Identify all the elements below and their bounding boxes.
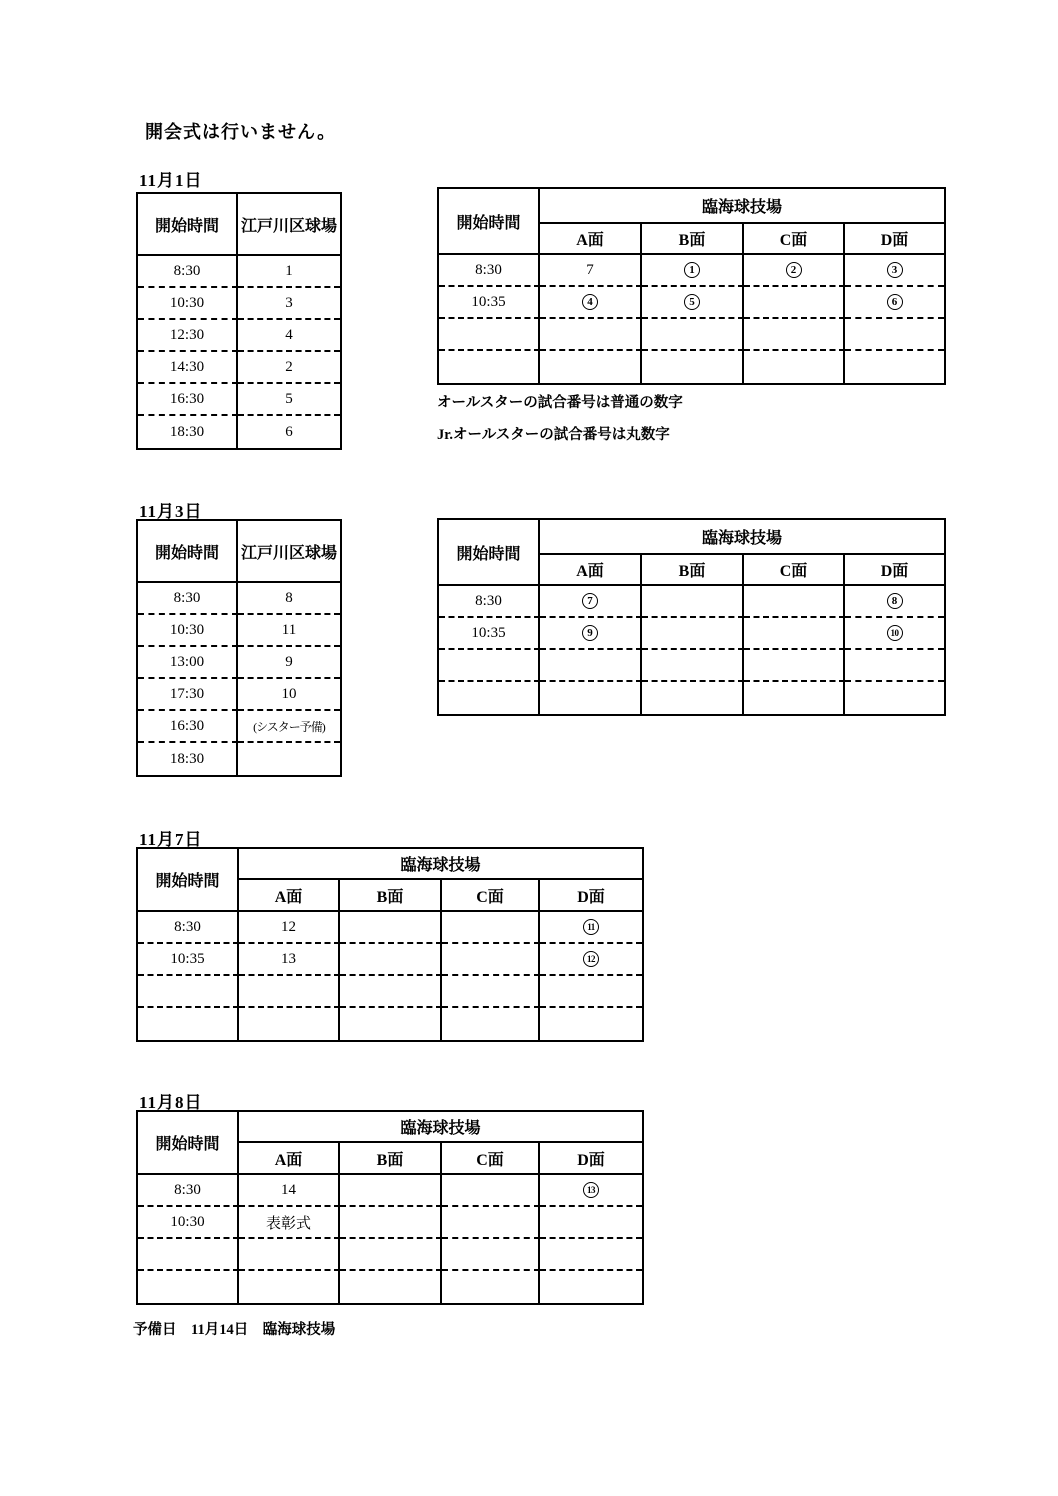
circled-number: 9 xyxy=(582,625,598,641)
game-cell: 8 xyxy=(238,583,340,615)
game-cell xyxy=(442,1207,540,1239)
game-cell xyxy=(340,944,442,976)
court-a-header: A面 xyxy=(540,555,642,586)
game-cell xyxy=(540,319,642,351)
time-cell xyxy=(439,319,540,351)
table-row xyxy=(138,1271,642,1303)
rinkai-table-nov7 xyxy=(136,847,644,1042)
game-cell xyxy=(540,650,642,682)
time-cell: 8:30 xyxy=(138,912,239,944)
table-row xyxy=(439,287,944,319)
court-c-header: C面 xyxy=(744,224,845,255)
edogawa-table-nov1 xyxy=(136,192,342,450)
game-cell: 1 xyxy=(238,256,340,288)
time-cell: 18:30 xyxy=(138,416,238,448)
circled-number: 6 xyxy=(887,294,903,310)
game-cell: 3 xyxy=(238,288,340,320)
table-row xyxy=(138,912,642,944)
header-row xyxy=(138,194,340,256)
game-cell xyxy=(540,1271,642,1303)
game-cell xyxy=(845,351,944,383)
game-cell xyxy=(540,1008,642,1040)
table-row xyxy=(439,650,944,682)
table-row xyxy=(138,256,340,288)
game-cell xyxy=(642,586,744,618)
table-row xyxy=(138,711,340,743)
time-cell: 8:30 xyxy=(138,256,238,288)
court-b-header: B面 xyxy=(340,880,442,912)
table-row xyxy=(439,586,944,618)
game-cell xyxy=(540,944,642,976)
game-cell xyxy=(540,287,642,319)
time-cell: 16:30 xyxy=(138,711,238,743)
game-cell xyxy=(239,976,340,1008)
date-heading-nov1: 11月1日 xyxy=(139,171,203,190)
game-cell xyxy=(744,319,845,351)
game-cell: 5 xyxy=(238,384,340,416)
court-d-header: D面 xyxy=(540,1143,642,1175)
table-row xyxy=(439,255,944,287)
rinkai-stadium-header: 臨海球技場 xyxy=(540,520,944,555)
time-cell xyxy=(138,1271,239,1303)
circled-number: 3 xyxy=(887,262,903,278)
game-cell xyxy=(642,682,744,714)
game-cell: 13 xyxy=(239,944,340,976)
court-d-header: D面 xyxy=(845,555,944,586)
table-row xyxy=(138,416,340,448)
game-cell xyxy=(340,1008,442,1040)
all-star-note: オールスターの試合番号は普通の数字 xyxy=(437,395,683,411)
table-row xyxy=(138,1008,642,1040)
header-row xyxy=(138,1112,642,1143)
game-cell xyxy=(540,1175,642,1207)
game-cell xyxy=(540,976,642,1008)
start-time-header: 開始時間 xyxy=(439,520,540,586)
time-cell: 13:00 xyxy=(138,647,238,679)
game-cell xyxy=(540,1239,642,1271)
table-row xyxy=(138,647,340,679)
court-d-header: D面 xyxy=(540,880,642,912)
game-cell xyxy=(744,586,845,618)
table-row xyxy=(138,288,340,320)
game-cell xyxy=(540,351,642,383)
game-cell xyxy=(540,1207,642,1239)
rinkai-stadium-header: 臨海球技場 xyxy=(540,189,944,224)
court-c-header: C面 xyxy=(744,555,845,586)
time-cell xyxy=(439,351,540,383)
game-cell xyxy=(845,319,944,351)
time-cell: 10:30 xyxy=(138,1207,239,1239)
edogawa-table-nov3 xyxy=(136,519,342,777)
table-row xyxy=(138,583,340,615)
game-cell xyxy=(744,682,845,714)
time-cell: 10:35 xyxy=(138,944,239,976)
time-cell: 8:30 xyxy=(439,586,540,618)
game-cell xyxy=(540,912,642,944)
rinkai-table-nov3 xyxy=(437,518,946,716)
game-cell: (シスター予備) xyxy=(238,711,340,743)
game-cell xyxy=(442,912,540,944)
time-cell: 8:30 xyxy=(439,255,540,287)
game-cell xyxy=(340,1175,442,1207)
game-cell xyxy=(845,255,944,287)
table-row xyxy=(138,320,340,352)
rinkai-stadium-header: 臨海球技場 xyxy=(239,1112,642,1143)
table-row xyxy=(138,1175,642,1207)
time-cell: 10:35 xyxy=(439,287,540,319)
time-cell: 14:30 xyxy=(138,352,238,384)
game-cell: 10 xyxy=(238,679,340,711)
game-cell: 9 xyxy=(238,647,340,679)
game-cell xyxy=(845,650,944,682)
table-row xyxy=(439,618,944,650)
court-b-header: B面 xyxy=(340,1143,442,1175)
circled-number: 2 xyxy=(786,262,802,278)
table-row xyxy=(138,352,340,384)
game-cell: 14 xyxy=(239,1175,340,1207)
court-c-header: C面 xyxy=(442,1143,540,1175)
circled-number: 13 xyxy=(583,1182,599,1198)
game-cell xyxy=(340,1207,442,1239)
court-b-header: B面 xyxy=(642,555,744,586)
time-cell xyxy=(138,1239,239,1271)
court-c-header: C面 xyxy=(442,880,540,912)
game-cell: 12 xyxy=(239,912,340,944)
time-cell: 17:30 xyxy=(138,679,238,711)
time-cell: 8:30 xyxy=(138,1175,239,1207)
game-cell xyxy=(744,255,845,287)
start-time-header: 開始時間 xyxy=(138,194,238,256)
game-cell xyxy=(642,319,744,351)
circled-number: 12 xyxy=(583,951,599,967)
game-cell xyxy=(744,351,845,383)
time-cell xyxy=(138,1008,239,1040)
circled-number: 8 xyxy=(887,593,903,609)
game-cell xyxy=(442,944,540,976)
date-heading-nov3: 11月3日 xyxy=(139,502,203,521)
time-cell: 10:30 xyxy=(138,615,238,647)
header-row xyxy=(439,520,944,555)
game-cell xyxy=(540,618,642,650)
game-cell: 7 xyxy=(540,255,642,287)
game-cell xyxy=(642,255,744,287)
game-cell: 2 xyxy=(238,352,340,384)
jr-all-star-note: Jr.オールスターの試合番号は丸数字 xyxy=(437,427,670,443)
table-row xyxy=(439,319,944,351)
header-row xyxy=(138,849,642,880)
game-cell: 表彰式 xyxy=(239,1207,340,1239)
header-row xyxy=(138,521,340,583)
start-time-header: 開始時間 xyxy=(138,521,238,583)
game-cell xyxy=(442,976,540,1008)
table-row xyxy=(439,351,944,383)
game-cell xyxy=(340,1239,442,1271)
time-cell: 10:35 xyxy=(439,618,540,650)
table-row xyxy=(138,615,340,647)
game-cell xyxy=(239,1271,340,1303)
game-cell xyxy=(845,287,944,319)
court-a-header: A面 xyxy=(239,880,340,912)
game-cell xyxy=(340,912,442,944)
game-cell xyxy=(845,682,944,714)
court-a-header: A面 xyxy=(239,1143,340,1175)
table-row xyxy=(138,1207,642,1239)
circled-number: 11 xyxy=(583,919,599,935)
date-heading-nov8: 11月8日 xyxy=(139,1093,203,1112)
reserve-day-note: 予備日 11月14日 臨海球技場 xyxy=(133,1322,336,1338)
circled-number: 5 xyxy=(684,294,700,310)
game-cell xyxy=(642,650,744,682)
table-row xyxy=(138,743,340,775)
table-row xyxy=(439,682,944,714)
header-row xyxy=(439,189,944,224)
rinkai-stadium-header: 臨海球技場 xyxy=(239,849,642,880)
start-time-header: 開始時間 xyxy=(138,1112,239,1175)
game-cell: 6 xyxy=(285,423,293,440)
game-cell xyxy=(642,618,744,650)
opening-ceremony-note: 開会式は行いません。 xyxy=(145,122,337,142)
game-cell xyxy=(340,1271,442,1303)
game-cell xyxy=(744,650,845,682)
game-cell xyxy=(845,586,944,618)
game-cell xyxy=(239,1239,340,1271)
time-cell: 8:30 xyxy=(138,583,238,615)
edogawa-stadium-header: 江戸川区球場 xyxy=(238,521,340,583)
circled-number: 10 xyxy=(887,625,903,641)
time-cell: 12:30 xyxy=(138,320,238,352)
game-cell xyxy=(744,618,845,650)
court-a-header: A面 xyxy=(540,224,642,255)
game-cell xyxy=(744,287,845,319)
table-row xyxy=(138,384,340,416)
circled-number: 7 xyxy=(582,593,598,609)
game-cell xyxy=(442,1271,540,1303)
game-cell xyxy=(642,351,744,383)
time-cell xyxy=(439,682,540,714)
time-cell: 18:30 xyxy=(138,743,238,775)
circled-number: 4 xyxy=(582,294,598,310)
time-cell: 16:30 xyxy=(138,384,238,416)
game-cell xyxy=(340,976,442,1008)
table-row xyxy=(138,679,340,711)
time-cell xyxy=(439,650,540,682)
start-time-header: 開始時間 xyxy=(138,849,239,912)
game-cell: 11 xyxy=(238,615,340,647)
game-cell xyxy=(442,1008,540,1040)
game-cell xyxy=(540,586,642,618)
rinkai-table-nov1 xyxy=(437,187,946,385)
rinkai-table-nov8 xyxy=(136,1110,644,1305)
game-cell xyxy=(442,1175,540,1207)
game-cell xyxy=(239,1008,340,1040)
court-d-header: D面 xyxy=(845,224,944,255)
start-time-header: 開始時間 xyxy=(439,189,540,255)
circled-number: 1 xyxy=(684,262,700,278)
game-cell xyxy=(540,682,642,714)
date-heading-nov7: 11月7日 xyxy=(139,830,203,849)
edogawa-stadium-header: 江戸川区球場 xyxy=(238,194,340,256)
table-row xyxy=(138,944,642,976)
game-cell xyxy=(442,1239,540,1271)
game-cell xyxy=(238,743,340,775)
court-b-header: B面 xyxy=(642,224,744,255)
table-row xyxy=(138,1239,642,1271)
game-cell xyxy=(845,618,944,650)
game-cell: 4 xyxy=(238,320,340,352)
time-cell xyxy=(138,976,239,1008)
table-row xyxy=(138,976,642,1008)
time-cell: 10:30 xyxy=(138,288,238,320)
game-cell xyxy=(642,287,744,319)
